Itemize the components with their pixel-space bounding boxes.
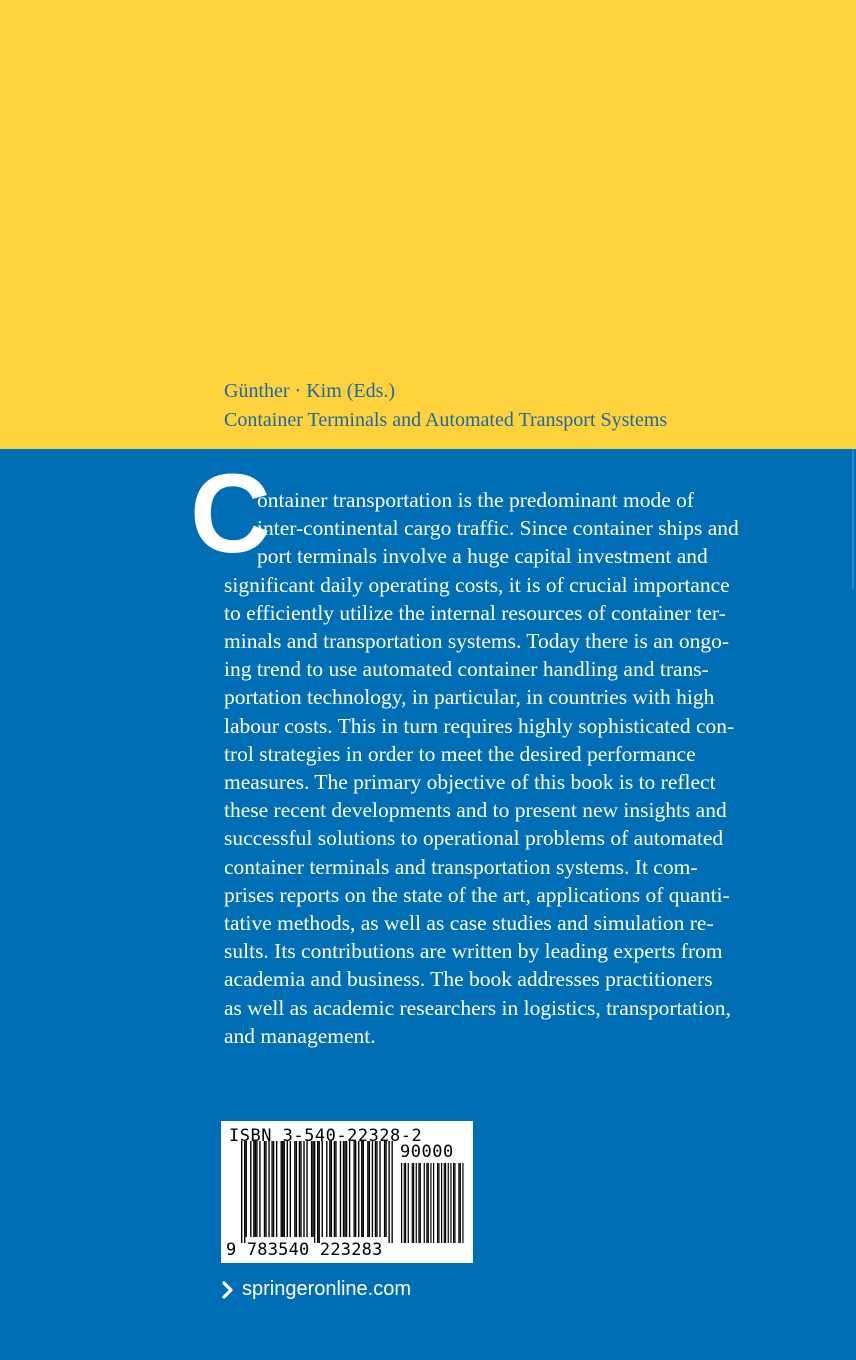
blurb-line: ing trend to use automated container handling and trans- [224,657,709,682]
blurb-line: and management. [224,1023,376,1048]
chevron-right-icon [222,1281,234,1299]
isbn-number: ISBN 3-540-22328-2 [229,1126,423,1146]
blurb-line: sults. Its contributions are written by leading experts from [224,939,723,964]
blurb-line: portation technology, in particular, in countries with high [224,685,715,710]
blurb-line: trol strategies in order to meet the desired performance [224,741,696,766]
blurb-line: minals and transportation systems. Today there is an ongo- [224,629,730,653]
authors-line: Günther · Kim (Eds.) [224,380,396,402]
blurb-line: as well as academic researchers in logistics, transportation, [224,995,731,1020]
blurb-line: tative methods, as well as case studies and simulation re- [224,911,714,935]
blurb-line: container terminals and transportation systems. It com- [224,854,698,879]
drop-cap: C [190,451,271,576]
blurb-line: to efficiently utilize the internal resources of container ter- [224,600,726,625]
website-link[interactable] [222,1278,411,1301]
blurb-line: port terminals involve a huge capital investment and [257,544,708,569]
blurb-line: prises reports on the state of the art, applications of quanti- [224,882,730,907]
edge-line [852,449,854,589]
blurb-line: measures. The primary objective of this book is to reflect [224,770,716,794]
cover-top-panel [0,0,856,449]
blurb-line: significant daily operating costs, it is of crucial importance [224,572,730,597]
blurb-line: academia and business. The book addresses practitioners [224,967,713,992]
blurb-line: these recent developments and to present new insights and [224,798,727,823]
ean-number: 9 783540 223283 [226,1240,383,1260]
book-title: Container Terminals and Automated Transport Systems [224,409,668,431]
price-code: 90000 [400,1142,454,1162]
blurb-line: successful solutions to operational problems of automated [224,826,724,851]
blurb-line: inter-continental cargo traffic. Since container ships and [257,516,739,541]
website-url: springeronline.com [242,1278,411,1300]
barcode-label [221,1121,473,1263]
blurb-line: ontainer transportation is the predominant mode of [257,488,695,512]
blurb-line: labour costs. This in turn requires highly sophisticated con- [224,713,735,738]
